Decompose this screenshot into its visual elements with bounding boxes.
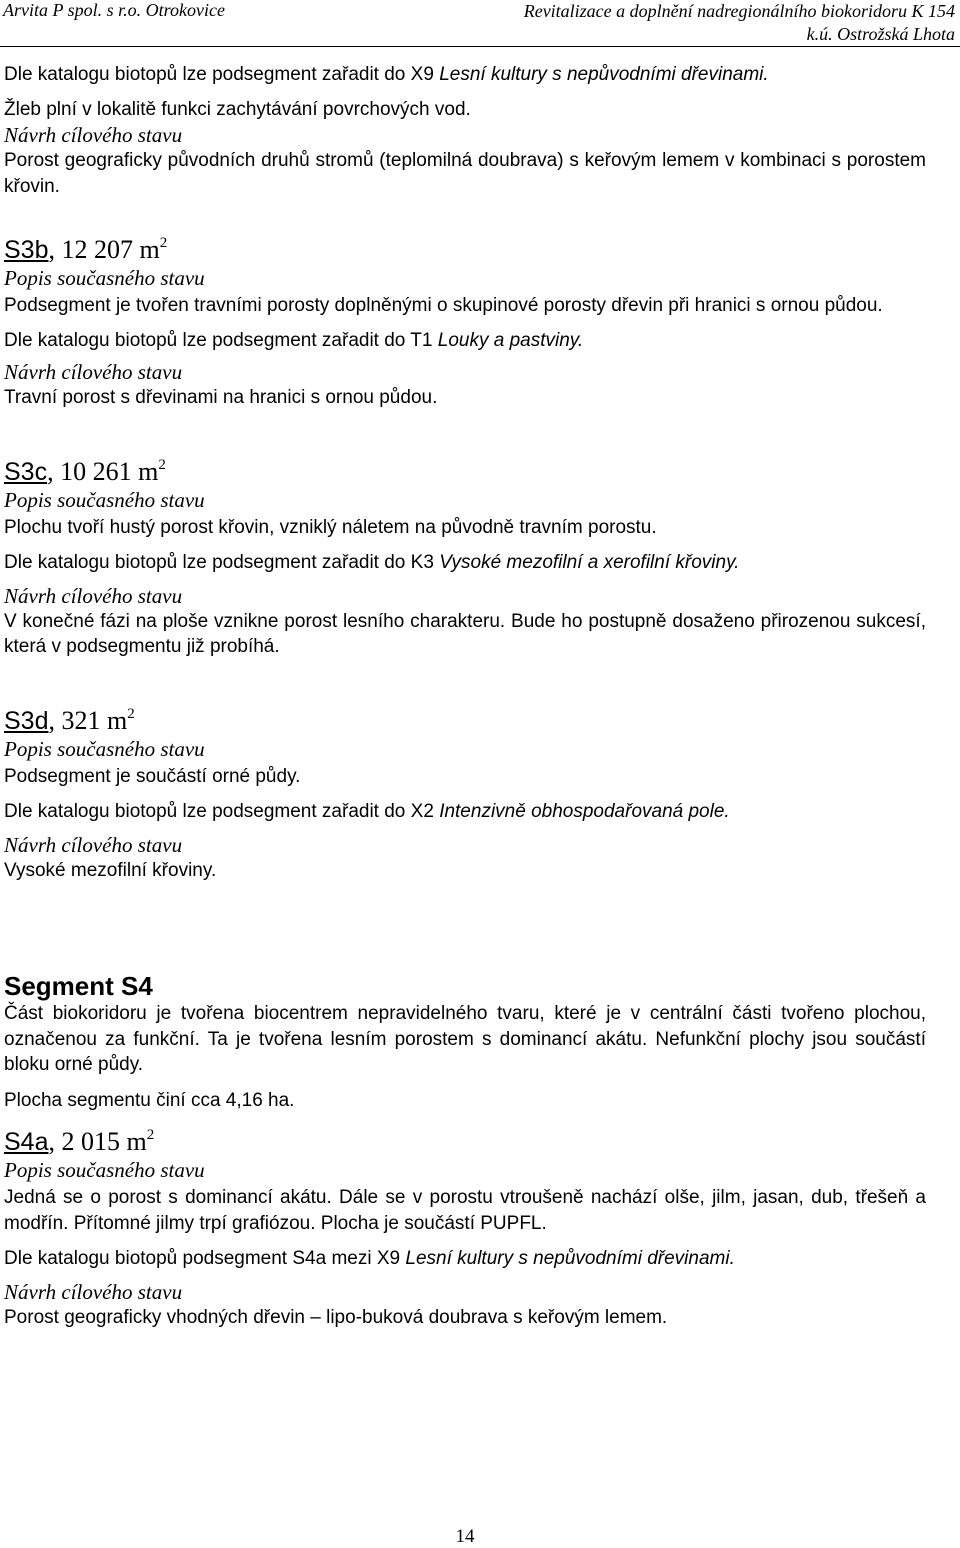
intro-navrh-text: Porost geograficky původních druhů stromů (teplomilná doubrava) s keřovým lemem v kombinaci s porostem křovin. (4, 150, 926, 197)
s4a-navrh-text: Porost geograficky vhodných dřevin – lipo-buková doubrava s keřovým lemem. (4, 1306, 668, 1328)
intro-catalog (4, 62, 926, 88)
page-header (0, 0, 960, 47)
s3c-popis-label: Popis současného stavu (4, 487, 205, 512)
s3d-area-unit-exponent: 2 (127, 705, 135, 722)
s3b-popis-label: Popis současného stavu (4, 266, 205, 290)
s3c-area-unit-exponent: 2 (158, 456, 166, 473)
s3c-catalog (4, 550, 926, 576)
s3c-catalog-biotope: Vysoké mezofilní a xerofilní křoviny. (439, 552, 740, 573)
s3b-area: , 12 207 m (48, 235, 160, 264)
s4-area-text: Plocha segmentu činí cca 4,16 ha. (4, 1089, 295, 1111)
s3b-heading (4, 235, 926, 265)
s3b-navrh-label: Návrh cílového stavu (4, 360, 183, 384)
s4a-code: S4a (4, 1128, 49, 1156)
s3b-catalog (4, 328, 926, 354)
s3c-navrh-text: V konečné fázi na ploše vznikne porost lesního charakteru. Bude ho postupně dosaženo přirozenou sukcesí, která v podsegmentu již probíhá. (4, 610, 926, 657)
document-body (4, 62, 926, 1330)
s4a-popis-text: Jedná se o porost s dominancí akátu. Dále se v porostu vtroušeně nachází olše, jilm, jasan, dub, třešeň a modřín. Přítomné jilmy trpí grafiózou. Plocha je součástí PUPFL. (4, 1187, 926, 1234)
header-project (524, 0, 955, 46)
s3b-code: S3b (4, 236, 49, 264)
s3d-navrh-text: Vysoké mezofilní křoviny. (4, 859, 217, 881)
intro-catalog-prefix: Dle katalogu biotopů lze podsegment zařadit do X9 (4, 64, 440, 85)
s3d-catalog-biotope: Intenzivně obhospodařovaná pole. (439, 801, 730, 822)
intro-navrh-label: Návrh cílového stavu (4, 123, 183, 147)
page-number: 14 (455, 1526, 475, 1547)
s3d-heading (4, 706, 926, 736)
s4a-catalog-biotope: Lesní kultury s nepůvodními dřevinami. (405, 1248, 735, 1269)
s3b-popis-text: Podsegment je tvořen travními porosty doplněnými o skupinové porosty dřevin při hranici s ornou půdou. (4, 295, 883, 316)
intro-zleb: Žleb plní v lokalitě funkci zachytávání povrchových vod. (4, 98, 471, 120)
s3d-area: , 321 m (48, 705, 128, 735)
s4-description: Část biokoridoru je tvořena biocentrem nepravidelného tvaru, které je v centrální části tvořeno plochou, označenou za funkční. Ta je tvořena lesním porostem s dominancí akátu. Nefunkční plochy jsou součástí bloku orné půdy. (4, 1003, 926, 1075)
s3c-area: , 10 261 m (47, 456, 159, 486)
s3d-navrh-label: Návrh cílového stavu (4, 832, 183, 857)
s3d-catalog (4, 799, 926, 825)
intro-catalog-biotope: Lesní kultury s nepůvodními dřevinami. (439, 64, 769, 85)
s3b-area-unit-exponent: 2 (159, 235, 168, 251)
s4a-catalog-prefix: Dle katalogu biotopů podsegment S4a mezi X9 (4, 1248, 406, 1269)
s3d-catalog-prefix: Dle katalogu biotopů lze podsegment zařadit do X2 (4, 801, 440, 822)
s3d-popis-label: Popis současného stavu (4, 736, 205, 761)
s3c-code: S3c (4, 457, 48, 486)
s4a-popis-label: Popis současného stavu (4, 1158, 205, 1182)
header-cadastral-area: k.ú. Ostrožská Lhota (806, 24, 955, 44)
s3b-catalog-biotope: Louky a pastviny. (437, 329, 584, 351)
s4a-catalog (4, 1246, 926, 1272)
header-project-title: Revitalizace a doplnění nadregionálního biokoridoru K 154 (523, 1, 955, 21)
s3c-heading (4, 457, 926, 487)
s3c-navrh-label: Návrh cílového stavu (4, 583, 183, 608)
s4a-heading (4, 1127, 926, 1157)
s3d-code: S3d (4, 706, 49, 735)
s3c-popis-text: Plochu tvoří hustý porost křovin, vzniklý náletem na původně travním porostu. (4, 516, 657, 538)
s3b-navrh-text: Travní porost s dřevinami na hranici s ornou půdou. (4, 387, 438, 408)
s4-title: Segment S4 (4, 971, 153, 1001)
s4a-navrh-label: Návrh cílového stavu (4, 1279, 183, 1304)
s4a-area-unit-exponent: 2 (146, 1127, 155, 1143)
s3b-catalog-prefix: Dle katalogu biotopů lze podsegment zařadit do T1 (4, 329, 438, 351)
s4a-area: , 2 015 m (48, 1127, 147, 1156)
s3d-popis-text: Podsegment je součástí orné půdy. (4, 765, 301, 787)
header-company: Arvita P spol. s r.o. Otrokovice (3, 0, 225, 20)
s3c-catalog-prefix: Dle katalogu biotopů lze podsegment zařadit do K3 (4, 552, 440, 573)
